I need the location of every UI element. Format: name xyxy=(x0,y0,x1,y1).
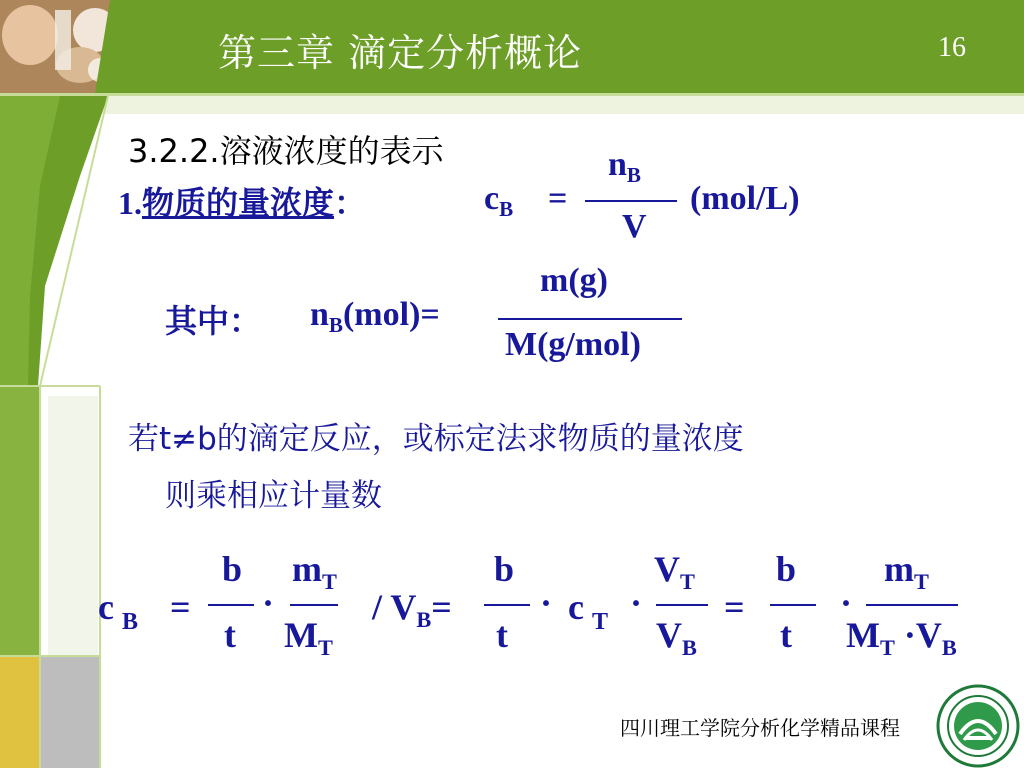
formula-b-1: b xyxy=(222,549,243,589)
header-shade xyxy=(0,96,1024,114)
formula-dot-3: · xyxy=(630,583,643,623)
footer-institution: 四川理工学院分析化学精品课程 xyxy=(620,716,900,740)
fraction-line-b-t-3 xyxy=(770,604,816,606)
formula-cb: c $_B$ xyxy=(98,587,138,635)
definition-term: 物质的量浓度 xyxy=(142,184,335,222)
definition-label xyxy=(118,178,366,224)
formula-MT-1: $M_T$ xyxy=(284,615,333,660)
molar-mass-denominator: M(g/mol) xyxy=(505,326,641,363)
page-number: 16 xyxy=(938,32,966,63)
formula-b-2: b xyxy=(494,549,515,589)
fraction-line-mt-1 xyxy=(290,604,338,606)
formula-t-1: t xyxy=(224,615,236,655)
formula-b-3: b xyxy=(776,549,797,589)
formula-mt-1: $m_T$ xyxy=(292,549,337,594)
formula-MT-VB: $M_T \cdot V_B$ xyxy=(846,615,957,660)
unit-mol-per-l: (mol/L) xyxy=(690,180,800,217)
formula-equals-1: = xyxy=(170,587,191,627)
formula-mt-2: $m_T$ xyxy=(884,549,929,594)
fraction-line-nb xyxy=(498,318,682,320)
fraction-line-b-t-2 xyxy=(484,604,530,606)
university-logo xyxy=(936,684,1020,768)
note-line-2: 则乘相应计量数 xyxy=(165,478,382,514)
header-photo xyxy=(0,0,132,93)
fraction-line-mt-mtvb xyxy=(866,604,958,606)
v-denominator: V xyxy=(622,208,647,245)
definition-number: 1. xyxy=(118,185,142,221)
mass-numerator: m(g) xyxy=(540,262,608,299)
formula-dot-1: · xyxy=(262,583,275,623)
nb-numerator: $n_B$ xyxy=(608,146,641,188)
formula-equals-2: = xyxy=(724,587,745,627)
formula-vb: $V_B$ xyxy=(656,615,697,660)
cb-equals: = xyxy=(548,180,568,217)
fraction-line-vt-vb xyxy=(656,604,708,606)
note-line-1: 若t≠b的滴定反应，或标定法求物质的量浓度 xyxy=(128,421,744,457)
fraction-line-b-t-1 xyxy=(208,604,254,606)
slide-title: 第三章 滴定分析概论 xyxy=(218,31,583,75)
nb-mol-expression: $n_B(mol)=$ xyxy=(310,296,440,338)
where-label: 其中： xyxy=(165,302,262,340)
formula-ct: c $_T$ xyxy=(568,587,608,635)
left-decoration xyxy=(0,96,110,768)
formula-vt: $V_T$ xyxy=(654,549,695,594)
formula-slash-vb: / $V_B=$ xyxy=(372,587,452,632)
formula-dot-4: · xyxy=(840,583,853,623)
fraction-line-cb xyxy=(585,200,677,202)
formula-t-2: t xyxy=(496,615,508,655)
definition-colon: ： xyxy=(334,184,367,222)
section-heading: 3.2.2.溶液浓度的表示 xyxy=(128,132,444,170)
cb-symbol: $c_B$ xyxy=(484,180,514,222)
formula-dot-2: · xyxy=(540,583,553,623)
formula-t-3: t xyxy=(780,615,792,655)
